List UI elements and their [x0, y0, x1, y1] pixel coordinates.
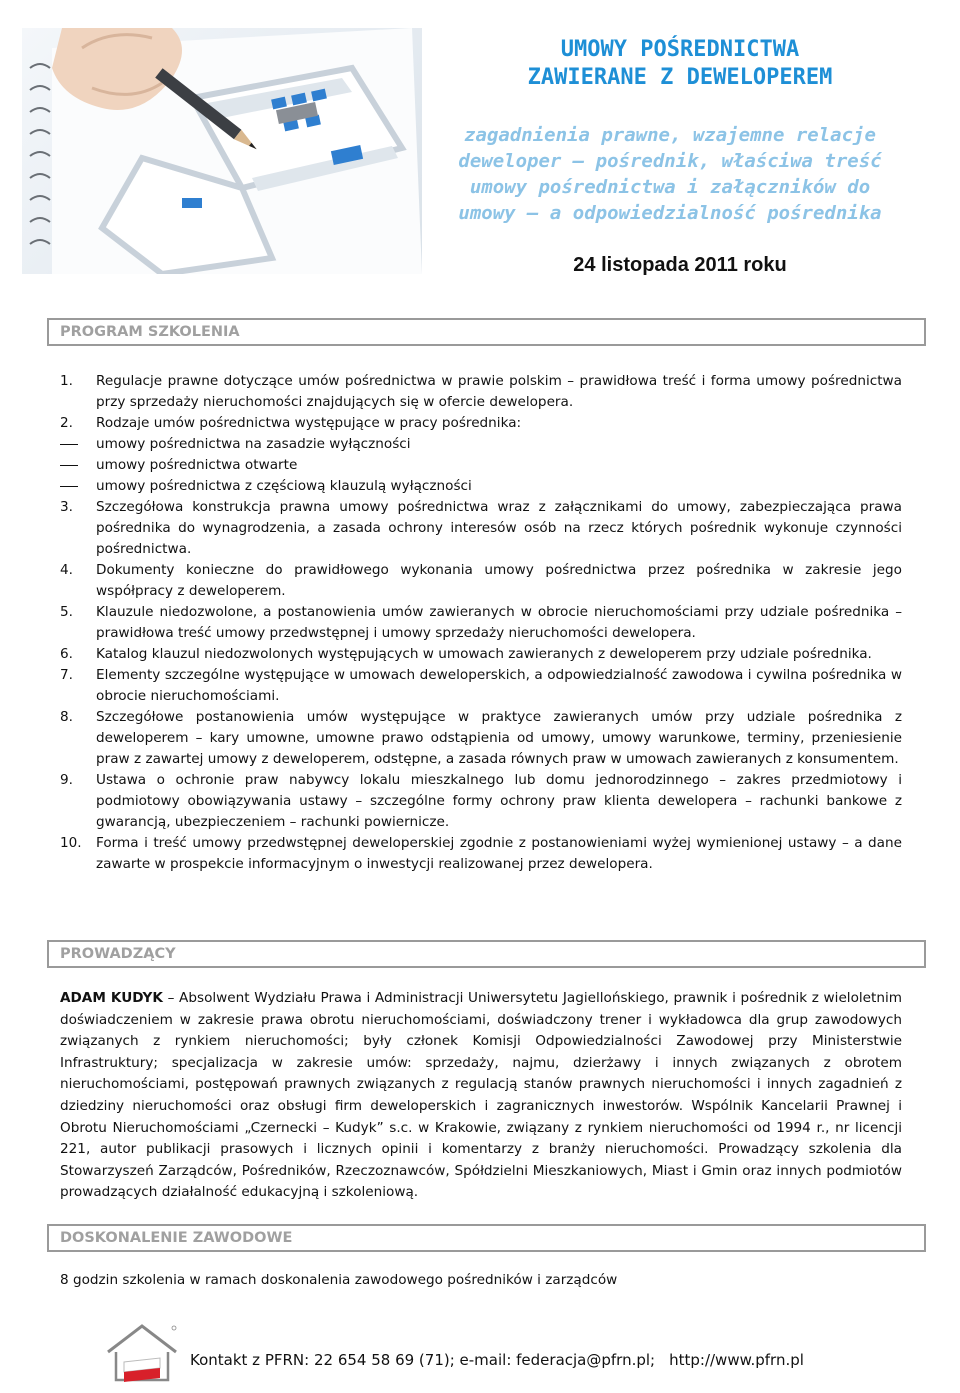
- item-number: 5.: [60, 604, 73, 620]
- item-number: 7.: [60, 667, 73, 683]
- training-date: 24 listopada 2011 roku: [573, 254, 787, 276]
- sublist-text: umowy pośrednictwa na zasadzie wyłączności: [96, 436, 411, 452]
- hero-illustration: [22, 28, 422, 274]
- item-number: 4.: [60, 562, 73, 578]
- subtitle-line-2: deweloper – pośrednik, właściwa treść: [458, 150, 882, 172]
- item-number: 3.: [60, 499, 73, 515]
- item-text: Szczegółowe postanowienia umów występujące w praktyce zawieranych umów przy udziale pośrednika z deweloperem – kary umowne, umowne prawo odstąpienia od umowy, umowy warunkowe, terminy, przeniesienie praw z zawartej umowy z deweloperem, odstępne, a zasada równych praw w umowach zawieranych z konsumentem.: [96, 709, 902, 767]
- item-number: 10.: [60, 835, 82, 851]
- sublist-item: [96, 455, 902, 476]
- subtitle-line-3: umowy pośrednictwa i załączników do: [469, 176, 871, 198]
- program-item: [60, 371, 902, 413]
- program-list: [60, 371, 902, 875]
- floor-plan-sketch: [22, 28, 422, 274]
- cpd-heading: DOSKONALENIE ZAWODOWE: [47, 1224, 926, 1252]
- item-text: Elementy szczególne występujące w umowach deweloperskich, a odpowiedzialność zawodowa i cywilna pośrednika w obrocie nieruchomościami.: [96, 667, 902, 704]
- contract-types-list: [96, 434, 902, 497]
- trainer-bio: [60, 988, 902, 1204]
- item-number: 9.: [60, 772, 73, 788]
- program-item: [60, 413, 902, 497]
- item-text: Katalog klauzul niedozwolonych występujących w umowach zawieranych z deweloperem przy udziale pośrednika.: [96, 646, 872, 662]
- sublist-item: [96, 476, 902, 497]
- item-number: 8.: [60, 709, 73, 725]
- item-text: Klauzule niedozwolone, a postanowienia umów zawieranych w obrocie nieruchomościami przy udziale pośrednika – prawidłowa treść umowy przedwstępnej i umowy sprzedaży nieruchomości dewelopera.: [96, 604, 902, 641]
- program-item: [60, 560, 902, 602]
- item-text: Dokumenty konieczne do prawidłowego wykonania umowy pośrednictwa przez pośrednika w zakresie jego współpracy z deweloperem.: [96, 562, 902, 599]
- subtitle-line-4: umowy – a odpowiedzialność pośrednika: [458, 202, 882, 224]
- item-number: 6.: [60, 646, 73, 662]
- program-item: [60, 497, 902, 560]
- trainer-name: ADAM KUDYK: [60, 990, 163, 1006]
- item-number: 2.: [60, 415, 73, 431]
- program-item: [60, 665, 902, 707]
- program-item: [60, 770, 902, 833]
- cpd-text: 8 godzin szkolenia w ramach doskonalenia zawodowego pośredników i zarządców: [60, 1272, 618, 1288]
- item-text: Ustawa o ochronie praw nabywcy lokalu mieszkalnego lub domu jednorodzinnego – zakres przedmiotowy i podmiotowy obowiązywania ustawy – szczególne formy ochrony praw klienta dewelopera – rachunki bankowe z gwarancją, ubezpieczeniem – rachunki powiernicze.: [96, 772, 902, 830]
- sublist-text: umowy pośrednictwa z częściową klauzulą wyłączności: [96, 478, 472, 494]
- pfrn-logo: [102, 1318, 182, 1388]
- program-item: [60, 833, 902, 875]
- sublist-text: umowy pośrednictwa otwarte: [96, 457, 298, 473]
- item-text: Forma i treść umowy przedwstępnej deweloperskiej zgodnie z postanowieniami wyżej wymienionej ustawy – a dane zawarte w prospekcie informacyjnym o inwestycji realizowanej przez dewelopera.: [96, 835, 902, 872]
- item-text: Szczegółowa konstrukcja prawna umowy pośrednictwa wraz z załącznikami do umowy, zabezpieczająca prawa pośrednika do wynagrodzenia, a zasada ochrony interesów osób na rzecz których pośrednik wykonuje czynności pośrednictwa.: [96, 499, 902, 557]
- title-line-1: UMOWY POŚREDNICTWA: [560, 37, 800, 62]
- subtitle-line-1: zagadnienia prawne, wzajemne relacje: [464, 124, 876, 146]
- trainer-heading: PROWADZĄCY: [47, 940, 926, 968]
- sublist-item: [96, 434, 902, 455]
- trainer-description: – Absolwent Wydziału Prawa i Administracji Uniwersytetu Jagiellońskiego, prawnik i pośrednik z wieloletnim doświadczeniem w zakresie prawa obrotu nieruchomościami, doświadczony trener i wykładowca dla grup zawodowych związanych z rynkiem nieruchomości; były członek Komisji Odpowiedzialności Zawodowej przy Ministerstwie Infrastruktury; specjalizacja w zakresie umów: sprzedaży, najmu, dzierżawy i innych związanych z obrotem nieruchomościami, postępowań prawnych związanych z regulacją stanów prawnych nieruchomości i innych zagadnień z dziedziny nieruchomości oraz obsługi firm deweloperskich i zagranicznych inwestorów. Wspólnik Kancelarii Prawnej i Obrotu Nieruchomościami „Czernecki – Kudyk” s.c. w Krakowie, związany z rynkiem nieruchomości od 1994 r., nr licencji 221, autor publikacji prasowych i licznych opinii i komentarzy z branży nieruchomości. Prowadzący szkolenia dla Stowarzyszeń Zarządców, Pośredników, Rzeczoznawców, Spółdzielni Mieszkaniowych, Miast i Gmin oraz innych podmiotów prowadzących działalność edukacyjną i szkoleniową.: [60, 990, 902, 1201]
- dash-bullet: [60, 444, 78, 445]
- dash-bullet: [60, 486, 78, 487]
- contact-footer: [190, 1351, 818, 1369]
- program-item: [60, 602, 902, 644]
- website-link[interactable]: http://www.pfrn.pl: [669, 1351, 804, 1369]
- dash-bullet: [60, 465, 78, 466]
- program-heading: PROGRAM SZKOLENIA: [47, 318, 926, 346]
- program-item: [60, 707, 902, 770]
- contact-info: Kontakt z PFRN: 22 654 58 69 (71); e-mail: federacja@pfrn.pl;: [190, 1351, 656, 1369]
- title-line-2: ZAWIERANE Z DEWELOPEREM: [527, 65, 833, 90]
- item-number: 1.: [60, 373, 73, 389]
- document-subtitle: [410, 122, 930, 226]
- program-item: [60, 644, 902, 665]
- item-text: Rodzaje umów pośrednictwa występujące w pracy pośrednika:: [96, 415, 522, 431]
- document-title: [420, 36, 940, 92]
- item-text: Regulacje prawne dotyczące umów pośrednictwa w prawie polskim – prawidłowa treść i forma umowy pośrednictwa przy sprzedaży nieruchomości znajdujących się w ofercie dewelopera.: [96, 373, 902, 410]
